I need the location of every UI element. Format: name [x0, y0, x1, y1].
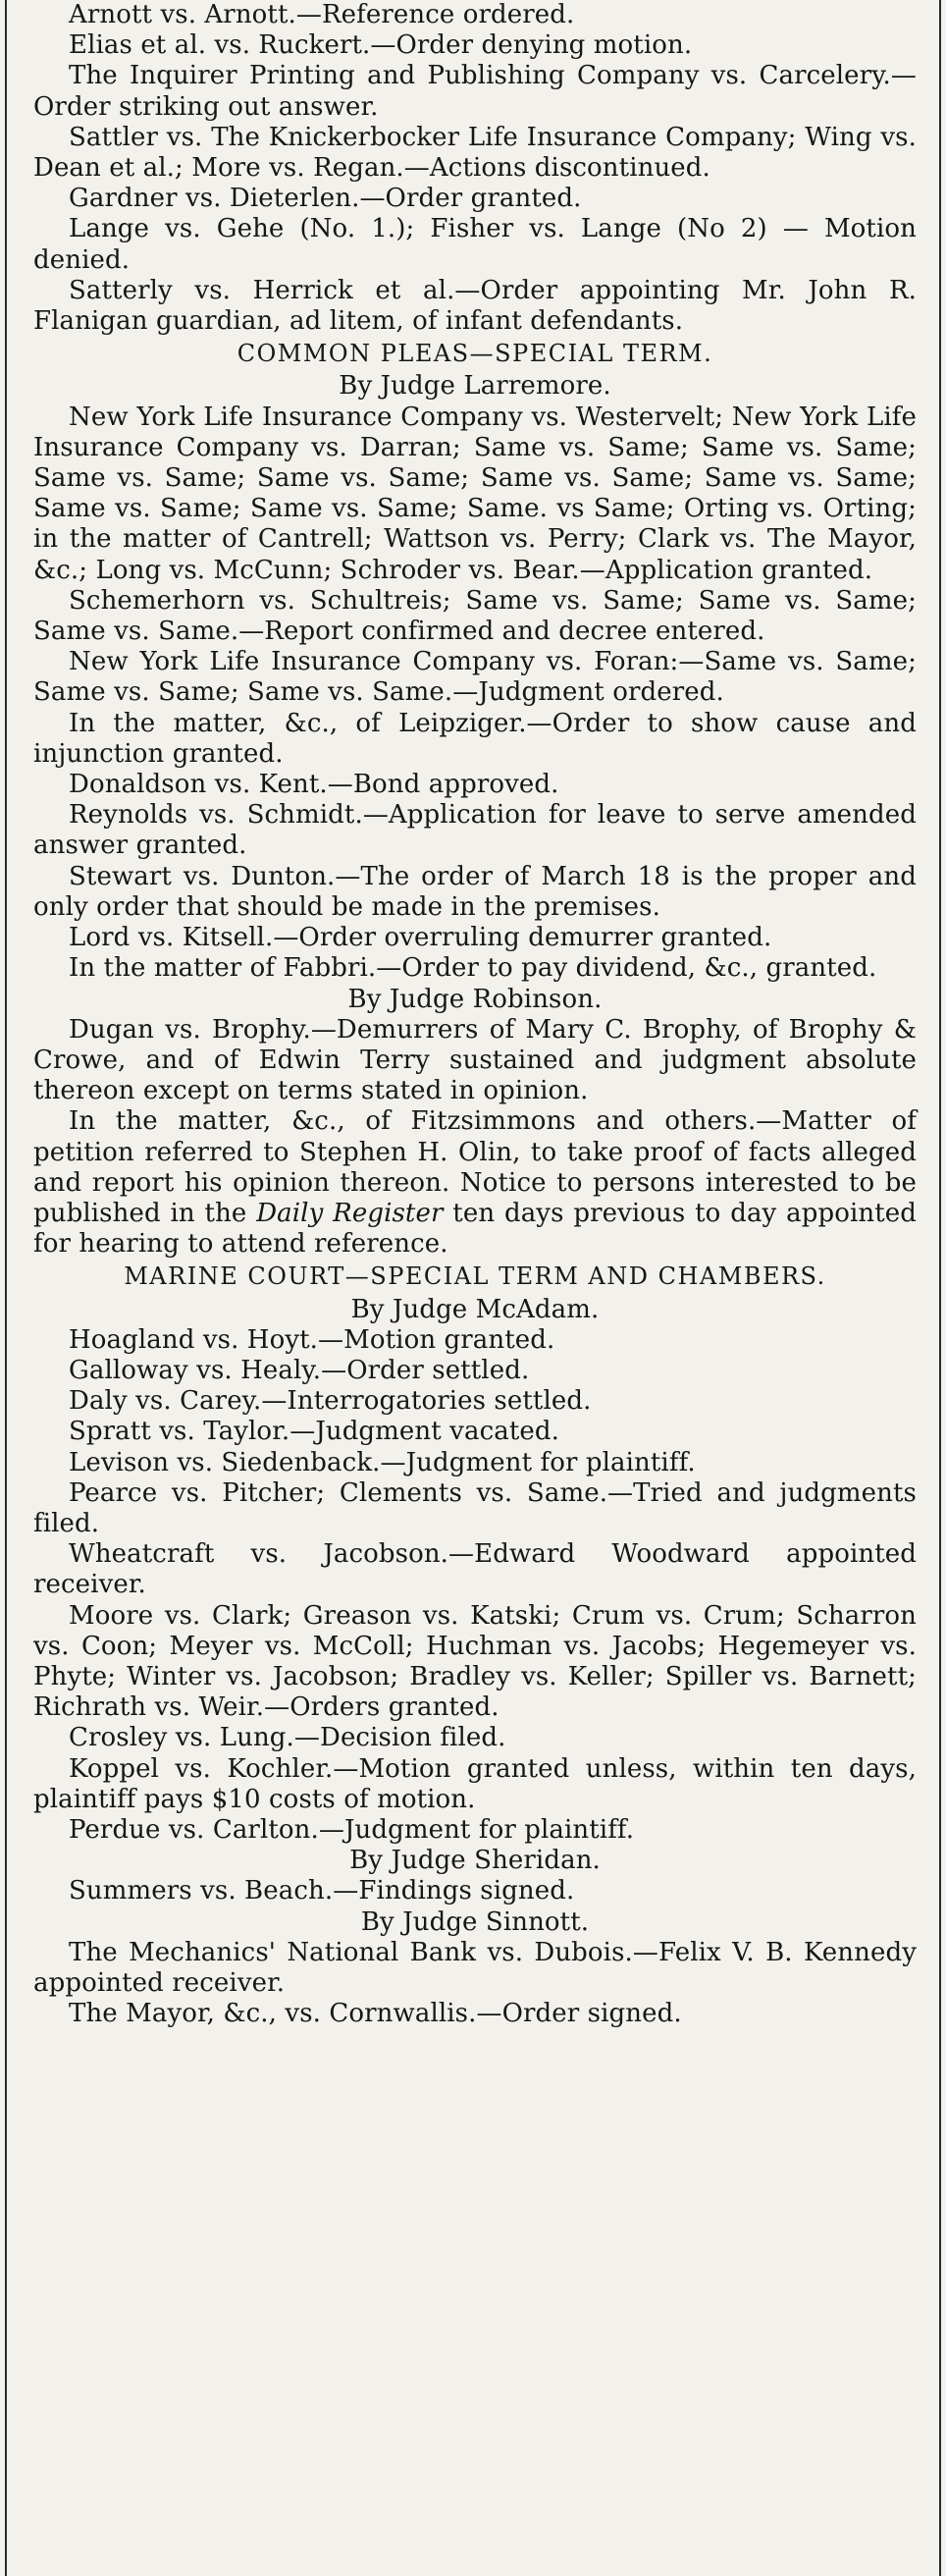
court-entry: Koppel vs. Kochler.—Motion granted unless, within ten days, plaintiff pays $10 costs of motion.: [33, 1753, 917, 1814]
judge-byline: By Judge Robinson.: [347, 984, 603, 1014]
judge-byline: By Judge Sheridan.: [349, 1846, 601, 1876]
court-entry: Lange vs. Gehe (No. 1.); Fisher vs. Lange (No 2) — Motion denied.: [33, 214, 917, 275]
court-entry: Sattler vs. The Knickerbocker Life Insurance Company; Wing vs. Dean et al.; More vs. Regan.—Actions discontinued.: [33, 122, 917, 184]
court-entry: Reynolds vs. Schmidt.—Application for leave to serve amended answer granted.: [33, 800, 917, 861]
court-entry: The Inquirer Printing and Publishing Company vs. Carcelery.—Order striking out answer.: [33, 61, 917, 122]
court-entry: Arnott vs. Arnott.—Reference ordered.: [69, 0, 575, 29]
court-entry: Gardner vs. Dieterlen.—Order granted.: [69, 184, 582, 214]
court-entry: Crosley vs. Lung.—Decision filed.: [69, 1723, 506, 1753]
court-entry: In the matter of Fabbri.—Order to pay dividend, &c., granted.: [69, 953, 877, 984]
judge-byline: By Judge Sinnott.: [360, 1906, 590, 1937]
court-entry: New York Life Insurance Company vs. Foran:—Same vs. Same; Same vs. Same; Same vs. Same.—Judgment ordered.: [33, 647, 917, 708]
court-entry: Perdue vs. Carlton.—Judgment for plaintiff.: [69, 1814, 635, 1845]
right-column-rule: [939, 0, 941, 2576]
publication-name: Daily Register: [256, 1198, 444, 1228]
court-entry: Daly vs. Carey.—Interrogatories settled.: [69, 1386, 592, 1417]
court-entry: Stewart vs. Dunton.—The order of March 18 is the proper and only order that should be made in the premises.: [33, 861, 917, 922]
section-heading: COMMON PLEAS—SPECIAL TERM.: [236, 340, 713, 368]
court-entry: Satterly vs. Herrick et al.—Order appointing Mr. John R. Flanigan guardian, ad litem, of infant defendants.: [33, 275, 917, 337]
court-entry: Dugan vs. Brophy.—Demurrers of Mary C. Brophy, of Brophy & Crowe, and of Edwin Terry sustained and judgment absolute thereon except on terms stated in opinion.: [33, 1014, 917, 1106]
court-entry: In the matter, &c., of Leipziger.—Order to show cause and injunction granted.: [33, 708, 917, 769]
court-entry-fitzsimmons: [33, 1106, 917, 1260]
court-entry: New York Life Insurance Company vs. Westervelt; New York Life Insurance Company vs. Darran; Same vs. Same; Same vs. Same; Same vs. Same; Same vs. Same; Same vs. Same; Same vs. Same; Same vs. Same; Same vs. Same; Same. vs Same; Orting vs. Orting; in the matter of Cantrell; Wattson vs. Perry; Clark vs. The Mayor, &c.; Long vs. McCunn; Schroder vs. Bear.—Application granted.: [33, 402, 917, 585]
judge-byline: By Judge McAdam.: [350, 1294, 600, 1324]
court-entry: Levison vs. Siedenback.—Judgment for plaintiff.: [69, 1447, 696, 1477]
judge-byline: By Judge Larremore.: [339, 371, 611, 402]
court-entry: The Mechanics' National Bank vs. Dubois.—Felix V. B. Kennedy appointed receiver.: [33, 1937, 917, 1998]
court-entry: Elias et al. vs. Ruckert.—Order denying motion.: [69, 30, 693, 61]
marine-court-section: [33, 1261, 917, 2029]
left-column-rule: [5, 0, 7, 2576]
newspaper-column: [33, 0, 917, 2029]
court-entry: Donaldson vs. Kent.—Bond approved.: [69, 770, 559, 800]
common-pleas-section: [33, 339, 917, 1260]
court-entry: Schemerhorn vs. Schultreis; Same vs. Same; Same vs. Same; Same vs. Same.—Report confirmed and decree entered.: [33, 585, 917, 647]
court-entry: Lord vs. Kitsell.—Order overruling demurrer granted.: [69, 923, 772, 953]
top-section: [33, 0, 917, 337]
court-entry: The Mayor, &c., vs. Cornwallis.—Order signed.: [69, 1999, 682, 2029]
court-entry: Summers vs. Beach.—Findings signed.: [69, 1876, 575, 1906]
court-entry: Moore vs. Clark; Greason vs. Katski; Crum vs. Crum; Scharron vs. Coon; Meyer vs. McColl; Huchman vs. Jacobs; Hegemeyer vs. Phyte; Winter vs. Jacobson; Bradley vs. Keller; Spiller vs. Barnett; Richrath vs. Weir.—Orders granted.: [33, 1600, 917, 1723]
section-heading: MARINE COURT—SPECIAL TERM AND CHAMBERS.: [124, 1262, 826, 1291]
court-entry: Hoagland vs. Hoyt.—Motion granted.: [69, 1324, 555, 1355]
entry-text: In the matter, &c., of Fitzsimmons and others.—Matter of petition referred to Stephen H. Olin, to take proof of facts alleged and report his opinion thereon. Notice to persons interested to be published in the: [33, 1106, 917, 1228]
court-entry: Pearce vs. Pitcher; Clements vs. Same.—Tried and judgments filed.: [33, 1477, 917, 1538]
court-entry: Wheatcraft vs. Jacobson.—Edward Woodward appointed receiver.: [33, 1539, 917, 1600]
entry-text: ten days previous to day appointed for hearing to attend reference.: [33, 1198, 918, 1260]
court-entry: Galloway vs. Healy.—Order settled.: [69, 1355, 530, 1385]
court-entry: Spratt vs. Taylor.—Judgment vacated.: [69, 1417, 559, 1447]
